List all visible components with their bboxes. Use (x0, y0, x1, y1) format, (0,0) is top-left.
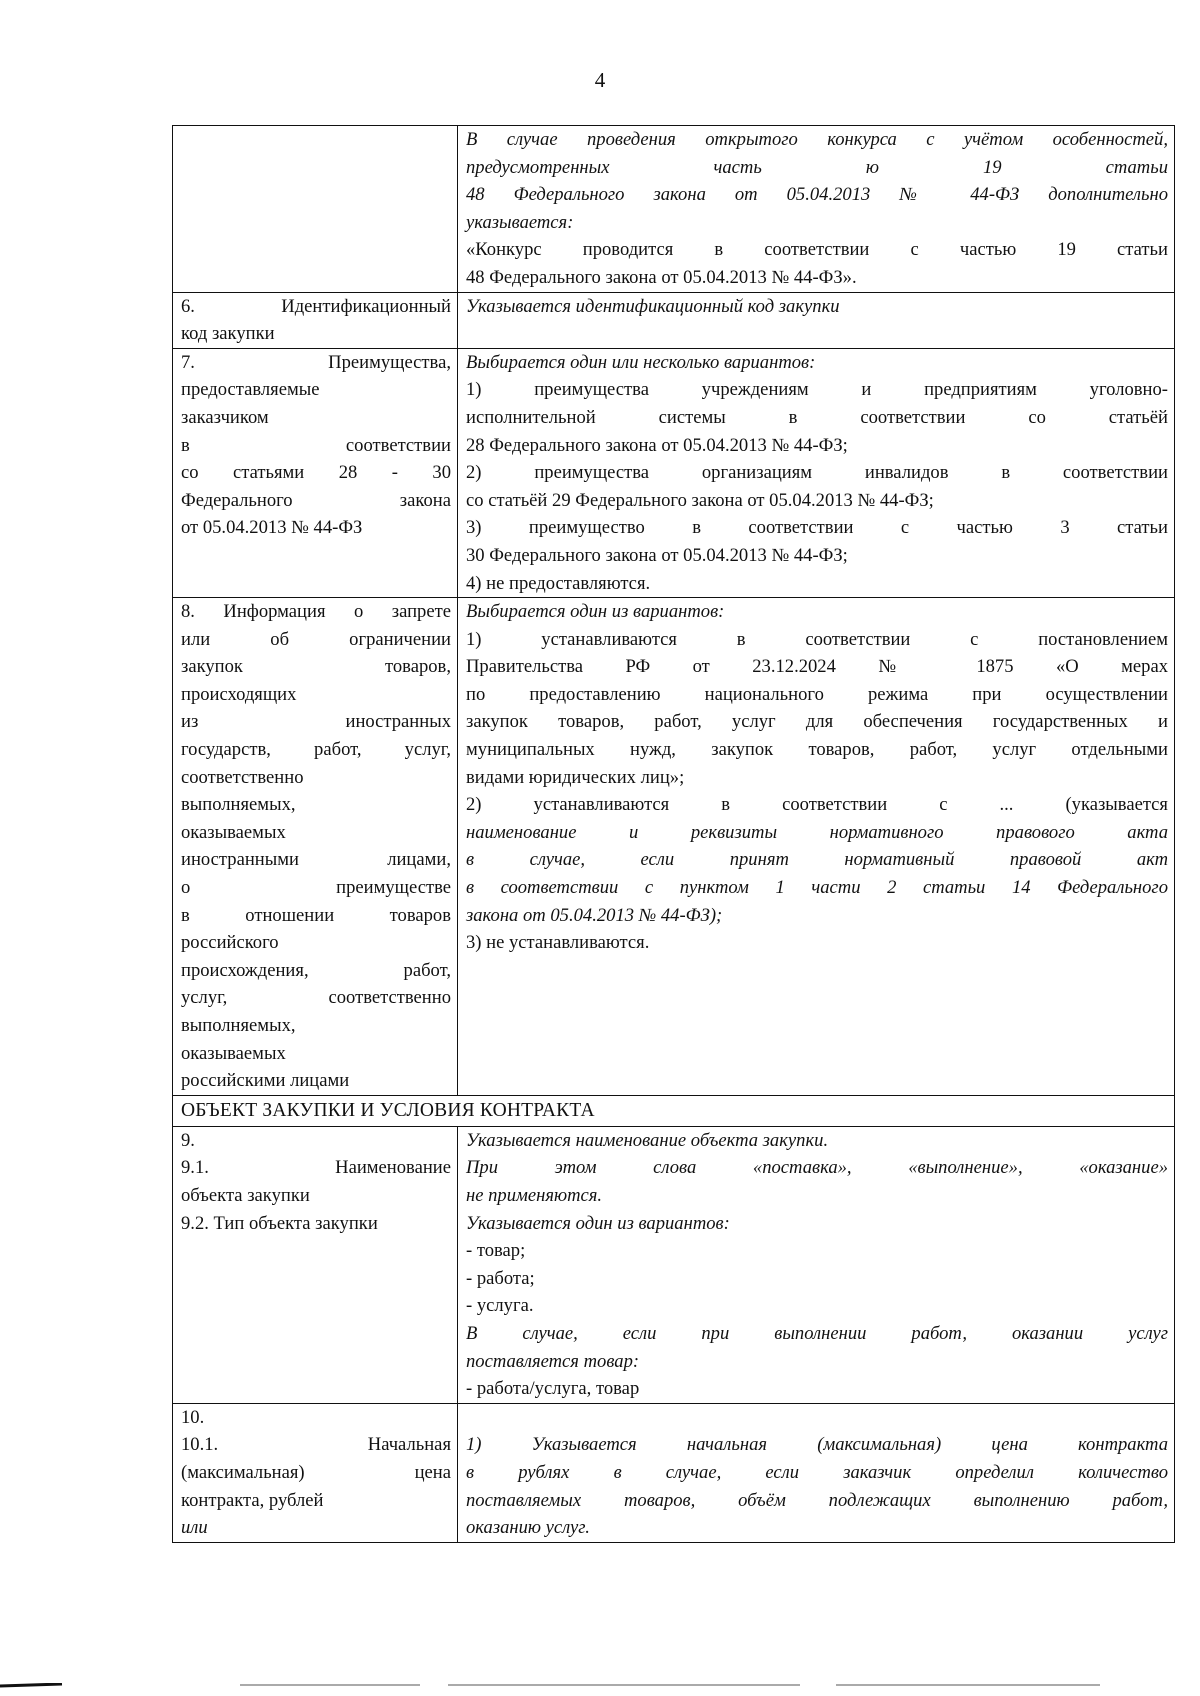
text-line: оказываемых (181, 1042, 286, 1064)
text-line: «Конкурс проводится в соответствии с частью 19 статьи (466, 239, 1168, 261)
text-line: 9. (181, 1129, 195, 1151)
text-line: закупок товаров, (181, 656, 451, 678)
label-cell (173, 292, 458, 348)
text-line: закона от 05.04.2013 № 44-ФЗ); (466, 904, 723, 926)
text-line: 9.1. Наименование (181, 1157, 451, 1179)
table-row (173, 126, 1175, 293)
text-line: выполняемых, (181, 1015, 296, 1036)
procurement-table (172, 125, 1175, 1543)
text-line: - работа/услуга, товар (466, 1378, 640, 1400)
text-line: 8. Информация о запрете (181, 601, 451, 623)
text-line: Указывается идентификационный код закупки (466, 295, 840, 317)
text-line: в отношении товаров (181, 904, 451, 926)
text-line: 3) не устанавливаются. (466, 932, 650, 954)
text-line: видами юридических лиц»; (466, 766, 685, 788)
text-line: контракта, рублей (181, 1489, 324, 1511)
text-line: 28 Федерального закона от 05.04.2013 № 44-ФЗ; (466, 434, 848, 456)
table-row (173, 598, 1175, 1096)
value-cell (458, 292, 1175, 348)
text-line: в рублях в случае, если заказчик определил количество (466, 1461, 1168, 1483)
text-line: от 05.04.2013 № 44-ФЗ (181, 517, 363, 539)
text-line: - услуга. (466, 1295, 534, 1317)
text-line: о преимуществе (181, 877, 451, 899)
text-line: выполняемых, (181, 794, 296, 816)
text-line: 30 Федерального закона от 05.04.2013 № 44-ФЗ; (466, 544, 848, 566)
label-cell (173, 1126, 458, 1403)
text-line: исполнительной системы в соответствии со статьёй (466, 406, 1168, 428)
table-row (173, 1126, 1175, 1403)
text-line: в соответствии (181, 434, 451, 456)
text-line: не применяются. (466, 1184, 603, 1206)
text-line: 4) не предоставляются. (466, 572, 651, 594)
text-line: заказчиком (181, 406, 269, 428)
text-line (466, 1404, 1168, 1432)
section-title: ОБЪЕКТ ЗАКУПКИ И УСЛОВИЯ КОНТРАКТА (173, 1095, 1175, 1126)
text-line: закупок товаров, работ, услуг для обеспечения государственных и (466, 711, 1168, 733)
text-line: Выбирается один или несколько вариантов: (466, 351, 816, 373)
text-line: по предоставлению национального режима при осуществлении (466, 683, 1168, 705)
text-line: соответственно (181, 766, 304, 788)
value-cell (458, 348, 1175, 597)
text-line: 48 Федерального закона от 05.04.2013 № 44-ФЗ дополнительно (466, 184, 1168, 206)
text-line: - товар; (466, 1240, 526, 1262)
text-line: оказанию услуг. (466, 1517, 590, 1539)
text-line: Выбирается один из вариантов: (466, 601, 725, 623)
table-row (173, 348, 1175, 597)
text-line: услуг, соответственно (181, 987, 451, 1009)
text-line: предусмотренных часть ю 19 статьи (466, 156, 1168, 178)
text-line: 48 Федерального закона от 05.04.2013 № 44-ФЗ». (466, 266, 857, 288)
value-cell (458, 1126, 1175, 1403)
value-cell (458, 126, 1175, 293)
footer-scan-marks (0, 1683, 1200, 1689)
text-line: со статьями 28 - 30 (181, 462, 451, 484)
text-line: российского (181, 932, 279, 954)
text-line: или об ограничении (181, 628, 451, 650)
text-line: государств, работ, услуг, (181, 739, 451, 761)
text-line: российскими лицами (181, 1070, 350, 1092)
text-line: В случае, если при выполнении работ, оказании услуг (466, 1322, 1168, 1344)
text-line: оказываемых (181, 821, 286, 843)
text-line: поставляется товар: (466, 1350, 640, 1372)
text-line: происходящих (181, 683, 297, 705)
label-cell (173, 126, 458, 293)
text-line: наименование и реквизиты нормативного правового акта (466, 821, 1168, 843)
page-number: 4 (594, 68, 606, 92)
text-line: Указывается один из вариантов: (466, 1212, 730, 1234)
text-line: - работа; (466, 1267, 535, 1289)
label-cell (173, 598, 458, 1096)
text-line: предоставляемые (181, 379, 320, 401)
text-line: 9.2. Тип объекта закупки (181, 1212, 378, 1234)
text-line: 6. Идентификационный (181, 295, 451, 317)
text-line: происхождения, работ, (181, 959, 451, 981)
text-line: или (181, 1517, 208, 1539)
text-line: код закупки (181, 323, 275, 345)
text-line: 10. (181, 1406, 205, 1428)
text-line: В случае проведения открытого конкурса с учётом особенностей, (466, 129, 1168, 150)
text-line: Указывается наименование объекта закупки. (466, 1129, 829, 1151)
text-line: Федерального закона (181, 489, 451, 511)
text-line: в соответствии с пунктом 1 части 2 статьи 14 Федерального (466, 877, 1168, 899)
text-line: объекта закупки (181, 1184, 310, 1206)
text-line: 7. Преимущества, (181, 351, 451, 373)
text-line: поставляемых товаров, объём подлежащих выполнению работ, (466, 1489, 1168, 1511)
text-line: 2) устанавливаются в соответствии с ... (указывается (466, 794, 1168, 816)
text-line: иностранными лицами, (181, 849, 451, 871)
text-line: Правительства РФ от 23.12.2024 № 1875 «О мерах (466, 656, 1168, 678)
text-line: 10.1. Начальная (181, 1434, 451, 1456)
text-line: 1) устанавливаются в соответствии с постановлением (466, 628, 1168, 650)
text-line: муниципальных нужд, закупок товаров, работ, услуг отдельными (466, 739, 1168, 761)
text-line: 2) преимущества организациям инвалидов в соответствии (466, 462, 1168, 484)
text-line: 1) Указывается начальная (максимальная) цена контракта (466, 1434, 1168, 1456)
text-line: со статьёй 29 Федерального закона от 05.04.2013 № 44-ФЗ; (466, 489, 934, 511)
text-line: из иностранных (181, 711, 451, 733)
text-line: 1) преимущества учреждениям и предприятиям уголовно- (466, 379, 1168, 401)
label-cell (173, 1403, 458, 1542)
value-cell (458, 1403, 1175, 1542)
text-line: в случае, если принят нормативный правовой акт (466, 849, 1168, 871)
section-row (173, 1095, 1175, 1126)
text-line: При этом слова «поставка», «выполнение», «оказание» (466, 1157, 1168, 1179)
value-cell (458, 598, 1175, 1096)
table-row (173, 292, 1175, 348)
table-row (173, 1403, 1175, 1542)
label-cell (173, 348, 458, 597)
text-line: 3) преимущество в соответствии с частью 3 статьи (466, 517, 1168, 539)
text-line: указывается: (466, 211, 574, 233)
text-line: (максимальная) цена (181, 1461, 451, 1483)
